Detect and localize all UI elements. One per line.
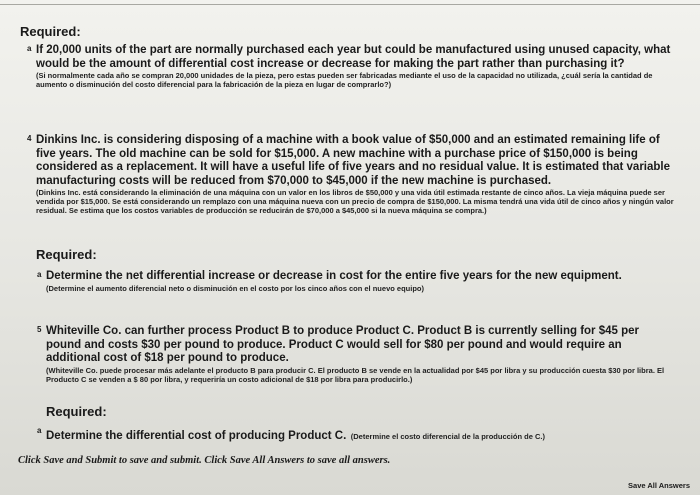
question-4	[27, 134, 676, 215]
question-text: Dinkins Inc. is considering disposing of a machine with a book value of $50,000 and an estimated remaining life of five years. The old machine can be sold for $15,000. A new machine with a purchase price of $150,000 is being considered as a replacement. It will have a useful life of five years and no residual value. It is estimated that variable manufacturing costs will be reduced from $70,000 to $45,000 if the new machine is purchased.	[36, 134, 671, 187]
question-4a	[37, 270, 672, 293]
required-heading: Required:	[46, 404, 107, 419]
question-marker: a	[37, 426, 42, 435]
required-heading: Required:	[20, 24, 81, 39]
question-5a	[37, 426, 672, 444]
question-a	[27, 44, 676, 89]
question-translation: (Si normalmente cada año se compran 20,000 unidades de la pieza, pero estas pueden ser fabricadas mediante el uso de la capacidad no utilizada, ¿cuál sería la cantidad de aumento o disminución del costo diferencial para la fabricación de la pieza en lugar de comprarlo?)	[36, 71, 653, 89]
question-marker: 4	[27, 134, 32, 143]
question-translation: (Determine el costo diferencial de la producción de C.)	[350, 432, 545, 441]
required-heading: Required:	[36, 247, 97, 262]
divider	[0, 4, 700, 5]
question-translation: (Dinkins Inc. está considerando la eliminación de una máquina con un valor en los libros de $50,000 y una vida útil estimada restante de cinco años. La vieja máquina puede ser vendida por $15,000. Se está considerando un remplazo con una máquina nueva con un precio de compra de $150,000. La misma tendrá una vida útil de cinco años y ningún valor residual. Se estima que los costos variables de producción se reducirán de $70,000 a $45,000 si la nueva máquina se compra.)	[36, 188, 674, 215]
question-marker: a	[27, 44, 32, 53]
question-marker: 5	[37, 325, 42, 334]
question-text: Whiteville Co. can further process Product B to produce Product C. Product B is currently selling for $45 per pound and costs $30 per pound to produce. Product C would sell for $80 per pound and would require an additional cost of $18 per pound to produce.	[46, 325, 639, 364]
question-translation: (Determine el aumento diferencial neto o disminución en el costo por los cinco años con el nuevo equipo)	[46, 283, 424, 293]
question-text: Determine the differential cost of producing Product C.	[46, 430, 347, 442]
save-all-answers-button[interactable]: Save All Answers	[628, 481, 690, 490]
question-5	[37, 325, 672, 384]
footer-instructions: Click Save and Submit to save and submit. Click Save All Answers to save all answers.	[18, 455, 391, 466]
question-text: Determine the net differential increase or decrease in cost for the entire five years for the new equipment.	[46, 270, 622, 282]
question-marker: a	[37, 270, 42, 279]
question-text: If 20,000 units of the part are normally purchased each year but could be manufactured using unused capacity, what would be the amount of differential cost increase or decrease for making the part rather than purchasing it?	[36, 44, 671, 70]
question-translation: (Whiteville Co. puede procesar más adelante el producto B para producir C. El producto B se vende en la actualidad por $45 por libra y su producción cuesta $30 por libra. El Producto C se venden a $ 80 por libra, y requeriría un costo adicional de $18 por libra para producirlo.)	[46, 365, 665, 384]
